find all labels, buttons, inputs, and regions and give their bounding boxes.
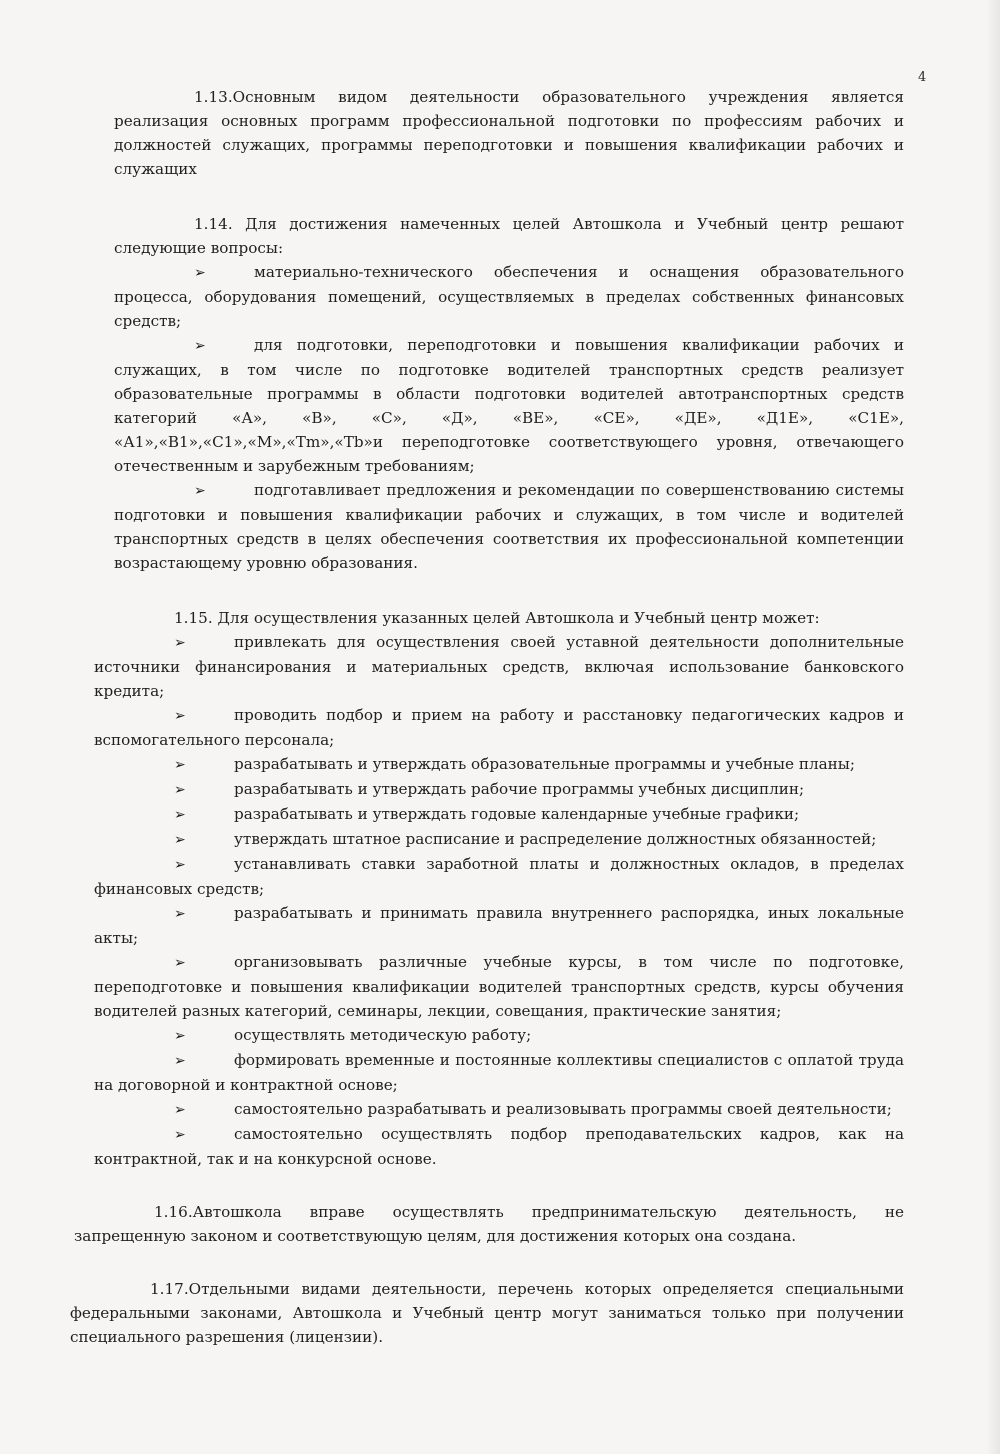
paragraph-1-14-intro: 1.14. Для достижения намеченных целей Автошкола и Учебный центр решают следующие вопросы:: [114, 215, 904, 257]
list-item-text: разрабатывать и утверждать рабочие программы учебных дисциплин;: [234, 780, 805, 798]
arrowhead-bullet-icon: ➢: [174, 955, 186, 971]
arrowhead-bullet-icon: ➢: [174, 1127, 186, 1143]
list-item-text: проводить подбор и прием на работу и расстановку педагогических кадров и вспомогательного персонала;: [94, 706, 904, 749]
list-item: [94, 1122, 904, 1171]
list-item: [94, 752, 904, 777]
paragraph-1-13: 1.13.Основным видом деятельности образовательного учреждения является реализация основных программ профессиональной подготовки по профессиям рабочих и должностей служащих, программы переподготовки и повышения квалификации рабочих и служащих: [114, 88, 904, 178]
list-item-text: для подготовки, переподготовки и повышения квалификации рабочих и служащих, в том числе по подготовке водителей транспортных средств реализует образовательные программы в области подготовки водителей автотранспортных средств категорий «А», «В», «С», «Д», «ВЕ», «СЕ», «ДЕ», «Д1Е», «С1Е», «А1»,«В1»,«С1»,«М»,«Тm»,«Тb»и переподготовке соответствующего уровня, отвечающего отечественным и зарубежным требованиям;: [114, 336, 904, 475]
document-body: [64, 85, 904, 1349]
list-item-text: привлекать для осуществления своей уставной деятельности дополнительные источники финансирования и материальных средств, включая использование банковского кредита;: [94, 633, 904, 700]
list-item: [94, 852, 904, 901]
list-item: [94, 630, 904, 703]
arrowhead-bullet-icon: ➢: [174, 832, 186, 848]
list-item: [114, 478, 904, 575]
list-item: [94, 950, 904, 1023]
list-item: [94, 827, 904, 852]
list-item: [94, 1097, 904, 1122]
arrowhead-bullet-icon: ➢: [174, 906, 186, 922]
section-1-16: [74, 1200, 904, 1248]
arrowhead-bullet-icon: ➢: [174, 782, 186, 798]
list-item-text: организовывать различные учебные курсы, в том числе по подготовке, переподготовке и повышения квалификации водителей транспортных средств, курсы обучения водителей разных категорий, семинары, лекции, совещания, практические занятия;: [94, 953, 904, 1020]
list-1-14: [114, 260, 904, 575]
arrowhead-bullet-icon: ➢: [194, 338, 206, 354]
section-1-17: [70, 1277, 904, 1349]
list-item: [94, 1048, 904, 1097]
list-item: [114, 333, 904, 478]
arrowhead-bullet-icon: ➢: [174, 635, 186, 651]
list-item-text: материально-технического обеспечения и оснащения образовательного процесса, оборудования помещений, осуществляемых в пределах собственных финансовых средств;: [114, 263, 904, 330]
list-item: [94, 1023, 904, 1048]
page-number: 4: [918, 70, 927, 85]
section-1-14: [114, 212, 904, 575]
section-1-15: [94, 606, 904, 1171]
section-1-13: [114, 85, 904, 181]
list-item: [94, 777, 904, 802]
list-item: [94, 703, 904, 752]
list-1-15: [94, 630, 904, 1171]
paragraph-1-16: 1.16.Автошкола вправе осуществлять предпринимательскую деятельность, не запрещенную законом и соответствующую целям, для достижения которых она создана.: [74, 1203, 904, 1245]
paragraph-1-17: 1.17.Отдельными видами деятельности, перечень которых определяется специальными федеральными законами, Автошкола и Учебный центр могут заниматься только при получении специального разрешения (лицензии).: [70, 1280, 904, 1346]
paragraph-1-15-intro: 1.15. Для осуществления указанных целей Автошкола и Учебный центр может:: [174, 609, 820, 627]
list-item-text: самостоятельно осуществлять подбор преподавательских кадров, как на контрактной, так и на конкурсной основе.: [94, 1125, 904, 1168]
arrowhead-bullet-icon: ➢: [194, 483, 206, 499]
list-item-text: разрабатывать и принимать правила внутреннего распорядка, иных локальные акты;: [94, 904, 904, 947]
list-item-text: разрабатывать и утверждать годовые календарные учебные графики;: [234, 805, 800, 823]
arrowhead-bullet-icon: ➢: [174, 1028, 186, 1044]
arrowhead-bullet-icon: ➢: [174, 1053, 186, 1069]
arrowhead-bullet-icon: ➢: [174, 1102, 186, 1118]
list-item-text: подготавливает предложения и рекомендации по совершенствованию системы подготовки и повышения квалификации рабочих и служащих, в том числе и водителей транспортных средств в целях обеспечения соответствия их профессиональной компетенции возрастающему уровню образования.: [114, 481, 904, 572]
list-item: [94, 802, 904, 827]
arrowhead-bullet-icon: ➢: [194, 265, 206, 281]
arrowhead-bullet-icon: ➢: [174, 807, 186, 823]
list-item-text: формировать временные и постоянные коллективы специалистов с оплатой труда на договорной и контрактной основе;: [94, 1051, 904, 1094]
list-item-text: утверждать штатное расписание и распределение должностных обязанностей;: [234, 830, 877, 848]
list-item-text: осуществлять методическую работу;: [234, 1026, 532, 1044]
list-item-text: самостоятельно разрабатывать и реализовывать программы своей деятельности;: [234, 1100, 892, 1118]
arrowhead-bullet-icon: ➢: [174, 757, 186, 773]
arrowhead-bullet-icon: ➢: [174, 708, 186, 724]
list-item: [114, 260, 904, 333]
arrowhead-bullet-icon: ➢: [174, 857, 186, 873]
list-item-text: устанавливать ставки заработной платы и должностных окладов, в пределах финансовых средств;: [94, 855, 904, 898]
list-item: [94, 901, 904, 950]
list-item-text: разрабатывать и утверждать образовательные программы и учебные планы;: [234, 755, 855, 773]
